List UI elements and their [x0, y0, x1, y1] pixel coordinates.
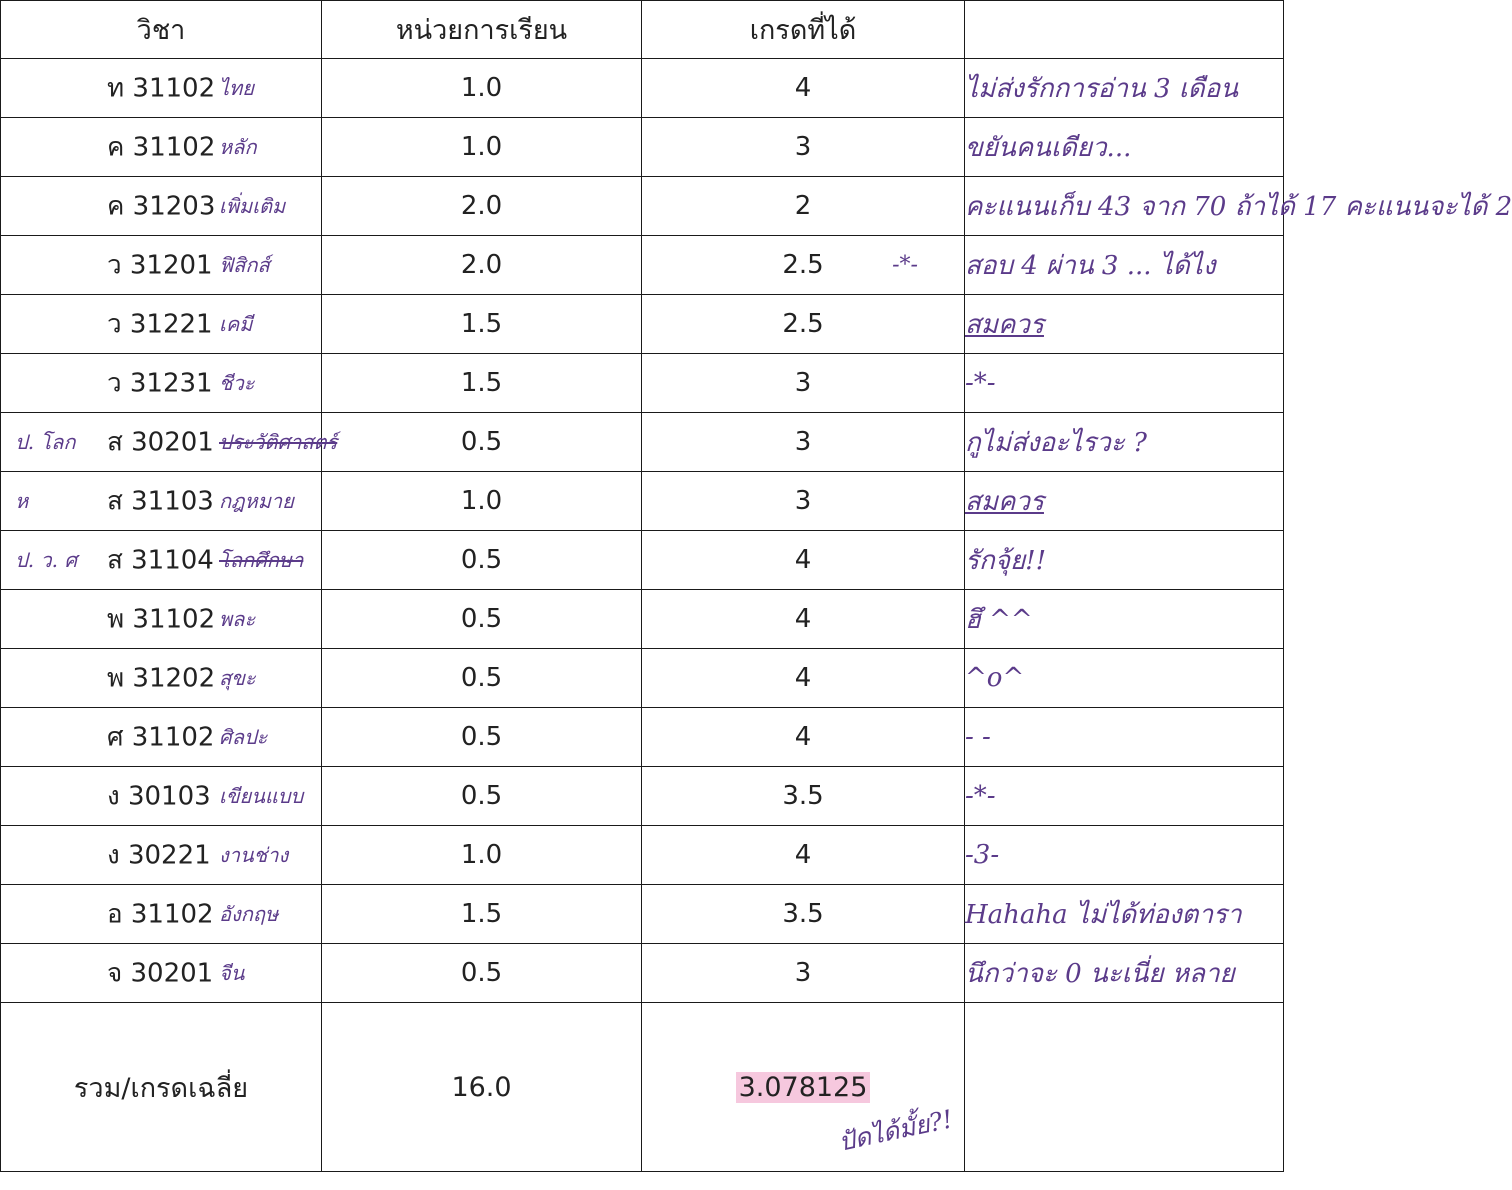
subject-cell: [1, 59, 322, 118]
credits-cell: 0.5: [322, 767, 642, 826]
subject-cell: [1, 295, 322, 354]
subject-name-handwritten: เคมี: [219, 312, 253, 336]
table-row: [1, 413, 1284, 472]
comment-cell: [965, 944, 1284, 1003]
table-row: [1, 826, 1284, 885]
grade-value: 2.5: [782, 309, 824, 339]
table-row: [1, 59, 1284, 118]
subject-prefix-handwritten: ป. โลก: [15, 430, 76, 454]
comment-cell: [965, 413, 1284, 472]
grade-value: 4: [794, 722, 812, 752]
subject-name-handwritten: เพิ่มเติม: [219, 194, 286, 218]
credits-cell: 1.5: [322, 885, 642, 944]
grade-cell: [642, 767, 965, 826]
comment-handwritten: ไม่ส่งรักการอ่าน 3 เดือน: [965, 73, 1239, 104]
comment-handwritten: สอบ 4 ผ่าน 3 ... ได้ไง: [965, 250, 1216, 281]
summary-credits: 16.0: [322, 1003, 642, 1172]
subject-code: ศ 31102: [107, 722, 215, 753]
comment-cell: [965, 236, 1284, 295]
comment-cell: [965, 59, 1284, 118]
subject-cell: [1, 649, 322, 708]
comment-handwritten: คะแนนเก็บ 43 จาก 70 ถ้าได้ 17 คะแนนจะได้ 2: [965, 191, 1512, 222]
grade-cell: [642, 236, 965, 295]
summary-row: [1, 1003, 1284, 1172]
table-row: [1, 944, 1284, 1003]
subject-code: ค 31203: [107, 191, 216, 222]
credits-cell: 1.5: [322, 354, 642, 413]
comment-cell: [965, 295, 1284, 354]
grade-cell: [642, 354, 965, 413]
header-credits: หน่วยการเรียน: [322, 1, 642, 59]
grade-cell: [642, 826, 965, 885]
subject-name-handwritten: ฟิสิกส์: [219, 253, 270, 277]
summary-gpa: 3.078125: [736, 1072, 871, 1103]
credits-cell: 2.0: [322, 177, 642, 236]
table-body: [1, 59, 1512, 1003]
summary-comment: [965, 1003, 1284, 1172]
subject-cell: [1, 531, 322, 590]
subject-prefix-handwritten: ป. ว. ศ: [15, 548, 78, 572]
subject-cell: [1, 413, 338, 472]
subject-code: ว 31201: [107, 250, 213, 281]
subject-code: พ 31102: [107, 604, 216, 635]
comment-cell: [965, 177, 1512, 236]
grade-cell: [642, 708, 965, 767]
subject-code: ส 31103: [107, 486, 214, 517]
grade-cell: [642, 885, 965, 944]
subject-code: ส 31104: [107, 545, 214, 576]
grade-cell: [642, 472, 965, 531]
comment-handwritten: รักจุ้ย!!: [965, 545, 1047, 576]
table-row: [1, 531, 1284, 590]
grade-cell: [642, 590, 965, 649]
grade-value: 2.5: [782, 250, 824, 280]
subject-name-handwritten: กฎหมาย: [219, 489, 294, 513]
subject-code: ส 30201: [107, 427, 214, 458]
comment-handwritten: Hahaha ไม่ได้ท่องตารา: [965, 899, 1242, 930]
grade-cell: [642, 413, 965, 472]
grade-cell: [642, 531, 965, 590]
subject-prefix-handwritten: ห: [15, 489, 29, 513]
table-row: [1, 708, 1284, 767]
subject-cell: [1, 590, 322, 649]
subject-name-handwritten: สุขะ: [219, 666, 256, 690]
subject-code: ง 30221: [107, 840, 211, 871]
comment-handwritten: กูไม่ส่งอะไรวะ ?: [965, 427, 1147, 458]
subject-name-handwritten: โลกศึกษา: [219, 548, 304, 572]
table-row: [1, 472, 1284, 531]
grade-value: 4: [794, 545, 812, 575]
comment-cell: [965, 708, 1284, 767]
comment-handwritten: สมควร: [965, 309, 1044, 340]
subject-name-handwritten: งานช่าง: [219, 843, 289, 867]
comment-handwritten: ฮึ ^^: [965, 604, 1033, 635]
table-row: [1, 885, 1284, 944]
credits-cell: 0.5: [322, 413, 642, 472]
comment-handwritten: -*-: [965, 781, 996, 811]
subject-code: พ 31202: [107, 663, 216, 694]
grade-value: 4: [794, 663, 812, 693]
subject-code: ว 31221: [107, 309, 213, 340]
credits-cell: 1.0: [322, 118, 642, 177]
credits-cell: 0.5: [322, 944, 642, 1003]
grade-note-handwritten: -*-: [892, 252, 918, 278]
subject-code: ท 31102: [107, 73, 216, 104]
grade-value: 3: [794, 486, 812, 516]
grade-value: 4: [794, 840, 812, 870]
comment-cell: [965, 885, 1284, 944]
grade-cell: [642, 649, 965, 708]
table-row: [1, 118, 1284, 177]
comment-cell: [965, 590, 1284, 649]
subject-cell: [1, 118, 322, 177]
comment-cell: [965, 354, 1284, 413]
subject-code: ค 31102: [107, 132, 216, 163]
subject-code: จ 30201: [107, 958, 214, 989]
header-row: [1, 1, 1284, 59]
subject-cell: [1, 177, 322, 236]
grade-value: 3: [794, 427, 812, 457]
subject-name-handwritten: ศิลปะ: [219, 725, 268, 749]
summary-label: รวม/เกรดเฉลี่ย: [1, 1003, 322, 1172]
subject-name-handwritten: หลัก: [219, 135, 257, 159]
credits-cell: 0.5: [322, 708, 642, 767]
credits-cell: 1.0: [322, 826, 642, 885]
comment-handwritten: สมควร: [965, 486, 1044, 517]
subject-code: ว 31231: [107, 368, 213, 399]
table-row: [1, 295, 1284, 354]
header-note: [965, 1, 1284, 59]
summary-gpa-note: ปัดได้มั้ย?!: [836, 1104, 956, 1157]
subject-cell: [1, 944, 322, 1003]
comment-cell: [965, 118, 1284, 177]
comment-handwritten: -*-: [965, 368, 996, 398]
grade-value: 3.5: [782, 899, 824, 929]
grade-value: 4: [794, 73, 812, 103]
credits-cell: 2.0: [322, 236, 642, 295]
credits-cell: 0.5: [322, 531, 642, 590]
subject-name-handwritten: ไทย: [219, 76, 254, 100]
subject-name-handwritten: พละ: [219, 607, 256, 631]
subject-code: ง 30103: [107, 781, 211, 812]
grade-value: 2: [794, 191, 812, 221]
table-row: [1, 767, 1284, 826]
table-row: [1, 354, 1284, 413]
grade-value: 3: [794, 958, 812, 988]
subject-cell: [1, 472, 322, 531]
grade-cell: [642, 944, 965, 1003]
subject-name-handwritten: อังกฤษ: [219, 902, 279, 926]
summary-gpa-cell: [642, 1003, 965, 1172]
comment-handwritten: ขยันคนเดียว...: [965, 132, 1132, 163]
subject-code: อ 31102: [107, 899, 214, 930]
comment-cell: [965, 826, 1284, 885]
table-row: [1, 236, 1284, 295]
subject-name-handwritten: ประวัติศาสตร์: [219, 430, 338, 454]
table-row: [1, 649, 1284, 708]
credits-cell: 1.0: [322, 59, 642, 118]
header-subject: วิชา: [1, 1, 322, 59]
credits-cell: 0.5: [322, 590, 642, 649]
comment-cell: [965, 649, 1284, 708]
grade-cell: [642, 59, 965, 118]
credits-cell: 1.5: [322, 295, 642, 354]
grade-value: 3: [794, 132, 812, 162]
grade-value: 3: [794, 368, 812, 398]
subject-cell: [1, 885, 322, 944]
credits-cell: 0.5: [322, 649, 642, 708]
comment-handwritten: -3-: [965, 840, 1000, 870]
comment-handwritten: - -: [965, 722, 991, 752]
credits-cell: 1.0: [322, 472, 642, 531]
subject-cell: [1, 708, 322, 767]
subject-name-handwritten: จีน: [219, 961, 245, 985]
table-row: [1, 177, 1284, 236]
grade-cell: [642, 295, 965, 354]
comment-handwritten: นึกว่าจะ 0 นะเนี่ย หลาย: [965, 958, 1235, 989]
subject-cell: [1, 767, 322, 826]
grade-cell: [642, 118, 965, 177]
table-row: [1, 590, 1284, 649]
comment-handwritten: ^o^: [965, 663, 1025, 693]
comment-cell: [965, 531, 1284, 590]
header-grade: เกรดที่ได้: [642, 1, 965, 59]
subject-cell: [1, 826, 322, 885]
subject-name-handwritten: ชีวะ: [219, 371, 255, 395]
comment-cell: [965, 767, 1284, 826]
subject-cell: [1, 236, 322, 295]
grade-value: 4: [794, 604, 812, 634]
grade-cell: [642, 177, 965, 236]
subject-name-handwritten: เขียนแบบ: [219, 784, 304, 808]
comment-cell: [965, 472, 1284, 531]
grade-value: 3.5: [782, 781, 824, 811]
subject-cell: [1, 354, 322, 413]
